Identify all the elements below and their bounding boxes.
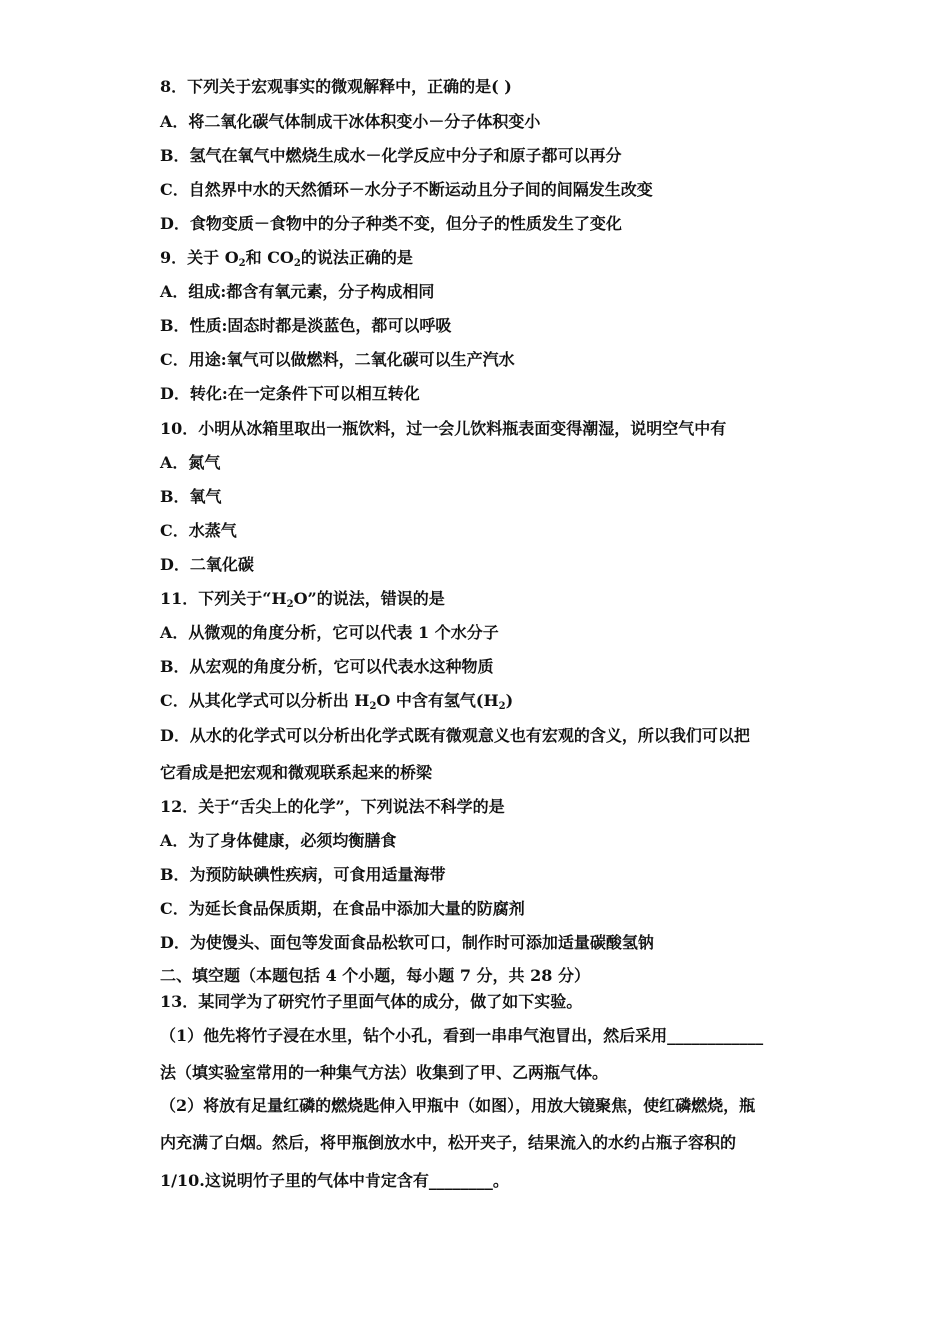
q9-option-a: A．组成:都含有氧元素，分子构成相同: [160, 282, 435, 301]
q8-option-c: C．自然界中水的天然循环－水分子不断运动且分子间的间隔发生改变: [160, 180, 653, 199]
q11-option-d-line1: D．从水的化学式可以分析出化学式既有微观意义也有宏观的含义，所以我们可以把: [160, 726, 750, 745]
q9-stem: 9．关于 $O_2$和 $CO_2$的说法正确的是: [160, 248, 413, 269]
q13-part2-line3: 1/10.这说明竹子里的气体中肯定含有________。: [160, 1171, 509, 1190]
q11-option-c: C．从其化学式可以分析出 $H_2O$ 中含有氢气$(H_2)$: [160, 691, 514, 712]
q11-option-a: A．从微观的角度分析，它可以代表 1 个水分子: [160, 623, 499, 642]
q11-option-d-line2: 它看成是把宏观和微观联系起来的桥梁: [160, 763, 433, 782]
q9-option-b: B．性质:固态时都是淡蓝色，都可以呼吸: [160, 316, 452, 335]
q11-stem: 11．下列关于“$H_2O$”的说法，错误的是: [160, 589, 445, 610]
q9-option-d: D．转化:在一定条件下可以相互转化: [160, 384, 420, 403]
q13-part2-line2: 内充满了白烟。然后，将甲瓶倒放水中，松开夹子，结果流入的水约占瓶子容积的: [160, 1133, 737, 1152]
q12-option-c: C．为延长食品保质期，在食品中添加大量的防腐剂: [160, 899, 525, 918]
q8-option-d: D．食物变质－食物中的分子种类不变，但分子的性质发生了变化: [160, 214, 622, 233]
q12-option-a: A．为了身体健康，必须均衡膳食: [160, 831, 397, 850]
q8-stem: 8．下列关于宏观事实的微观解释中，正确的是( ): [160, 77, 512, 96]
q10-option-b: B．氧气: [160, 487, 222, 506]
q10-stem: 10．小明从冰箱里取出一瓶饮料，过一会儿饮料瓶表面变得潮湿，说明空气中有: [160, 419, 727, 438]
q12-option-d: D．为使馒头、面包等发面食品松软可口，制作时可添加适量碳酸氢钠: [160, 933, 654, 952]
q13-part1-line1: （1）他先将竹子浸在水里，钻个小孔，看到一串串气泡冒出，然后采用____________: [160, 1026, 764, 1045]
q13-part1-line2: 法（填实验室常用的一种集气方法）收集到了甲、乙两瓶气体。: [160, 1063, 609, 1082]
q13-part2-line1: （2）将放有足量红磷的燃烧匙伸入甲瓶中（如图），用放大镜聚焦，使红磷燃烧，瓶: [160, 1096, 756, 1115]
q8-option-a: A．将二氧化碳气体制成干冰体积变小－分子体积变小: [160, 112, 541, 131]
q8-option-b: B．氢气在氧气中燃烧生成水－化学反应中分子和原子都可以再分: [160, 146, 622, 165]
q13-stem: 13．某同学为了研究竹子里面气体的成分，做了如下实验。: [160, 992, 583, 1011]
q10-option-c: C．水蒸气: [160, 521, 237, 540]
section-heading: 二、填空题（本题包括 4 个小题，每小题 7 分，共 28 分）: [160, 966, 590, 985]
q12-stem: 12．关于“舌尖上的化学”，下列说法不科学的是: [160, 797, 505, 816]
q12-option-b: B．为预防缺碘性疾病，可食用适量海带: [160, 865, 446, 884]
q10-option-d: D．二氧化碳: [160, 555, 254, 574]
q10-option-a: A．氮气: [160, 453, 221, 472]
q11-option-b: B．从宏观的角度分析，它可以代表水这种物质: [160, 657, 494, 676]
q9-option-c: C．用途:氧气可以做燃料，二氧化碳可以生产汽水: [160, 350, 515, 369]
